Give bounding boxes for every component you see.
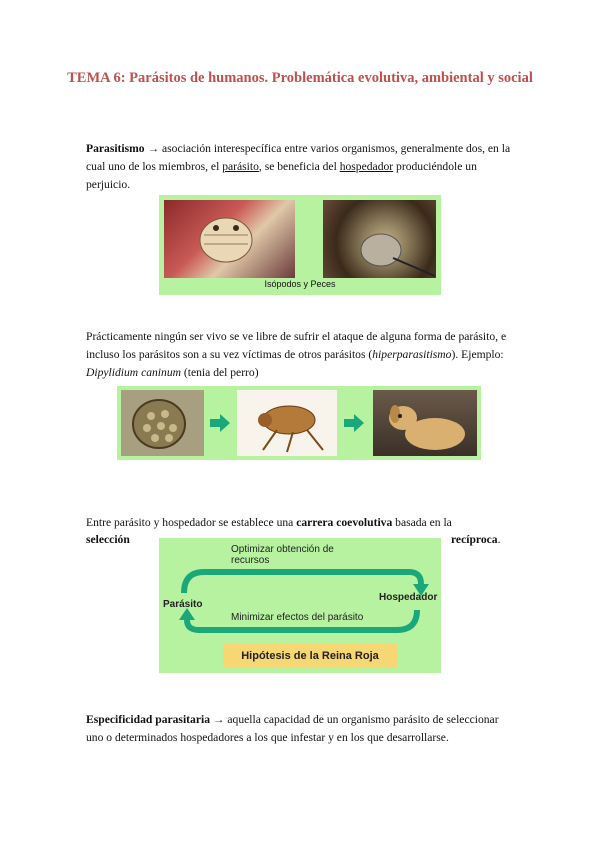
term-parasitismo: Parasitismo: [86, 142, 145, 155]
term-reciproca: [451, 531, 500, 549]
text: asociación interespecífica entre varios organismos, generalmente dos, en la cual uno de los miembros, el: [86, 142, 511, 173]
arrow-right-icon: [344, 414, 364, 432]
figure-life-cycle-panel: [117, 386, 481, 460]
parasite-label: Parásito: [163, 599, 203, 610]
egg-capsule-icon: [121, 390, 204, 456]
red-queen-hypothesis-box: Hipótesis de la Reina Roja: [223, 644, 397, 668]
period: .: [497, 533, 501, 546]
text: (tenia del perro): [181, 366, 259, 379]
reciproca-text: recíproca: [451, 533, 498, 546]
term-hospedador: hospedador: [339, 160, 394, 173]
figure-red-queen-panel: [159, 538, 441, 673]
flea-icon: [237, 390, 337, 456]
text: , se beneficia del: [258, 160, 340, 173]
text: Entre parásito y hospedador se establece una: [86, 516, 297, 529]
arrow-right-icon: →: [147, 142, 160, 155]
optimize-label: Optimizar obtención de recursos: [231, 544, 334, 566]
isopod-fish-photo-1: [164, 200, 295, 278]
species-name: Dipylidium caninum: [86, 366, 181, 379]
text: aquella capacidad de un organismo parásito de seleccionar uno o determinados hospedadores a los que infestar y en los que desarrollarse.: [86, 713, 499, 744]
especificidad-paragraph: [86, 711, 516, 747]
dog-icon: [373, 390, 477, 456]
dog-photo: [373, 390, 477, 456]
text: Prácticamente ningún ser vivo se ve libre de sufrir el ataque de alguna forma de parásito, e incluso los parásitos son a su vez víctimas de otros parásitos (: [86, 330, 507, 361]
arrow-right-icon: →: [212, 713, 225, 726]
text: basada en la: [392, 516, 452, 529]
term-parasito: parásito: [222, 160, 259, 173]
hiperparasitismo-paragraph: [86, 328, 516, 382]
coevolucion-paragraph: [86, 514, 516, 532]
seleccion-text: selección: [86, 533, 130, 546]
host-label: Hospedador: [379, 592, 438, 603]
term-seleccion: [86, 531, 130, 549]
term-hiperparasitismo: hiperparasitismo: [372, 348, 452, 361]
page-title: TEMA 6: Parásitos de humanos. Problemática evolutiva, ambiental y social: [67, 70, 533, 86]
isopod-icon: [164, 200, 295, 278]
term-carrera-coevolutiva: carrera coevolutiva: [296, 516, 393, 529]
term-especificidad: Especificidad parasitaria: [86, 713, 210, 726]
figure-isopodos-panel: [159, 195, 441, 295]
flea-photo: [237, 390, 337, 456]
arrow-right-icon: [210, 414, 230, 432]
fish-mouth-icon: [323, 200, 436, 278]
text: produciéndole un perjuicio.: [86, 160, 477, 191]
isopod-fish-photo-2: [323, 200, 436, 278]
minimize-label: Minimizar efectos del parásito: [231, 612, 364, 623]
figure-caption: Isópodos y Peces: [264, 279, 336, 289]
egg-capsule-photo: [121, 390, 204, 456]
parasitismo-paragraph: [86, 140, 516, 194]
text: ). Ejemplo:: [451, 348, 504, 361]
